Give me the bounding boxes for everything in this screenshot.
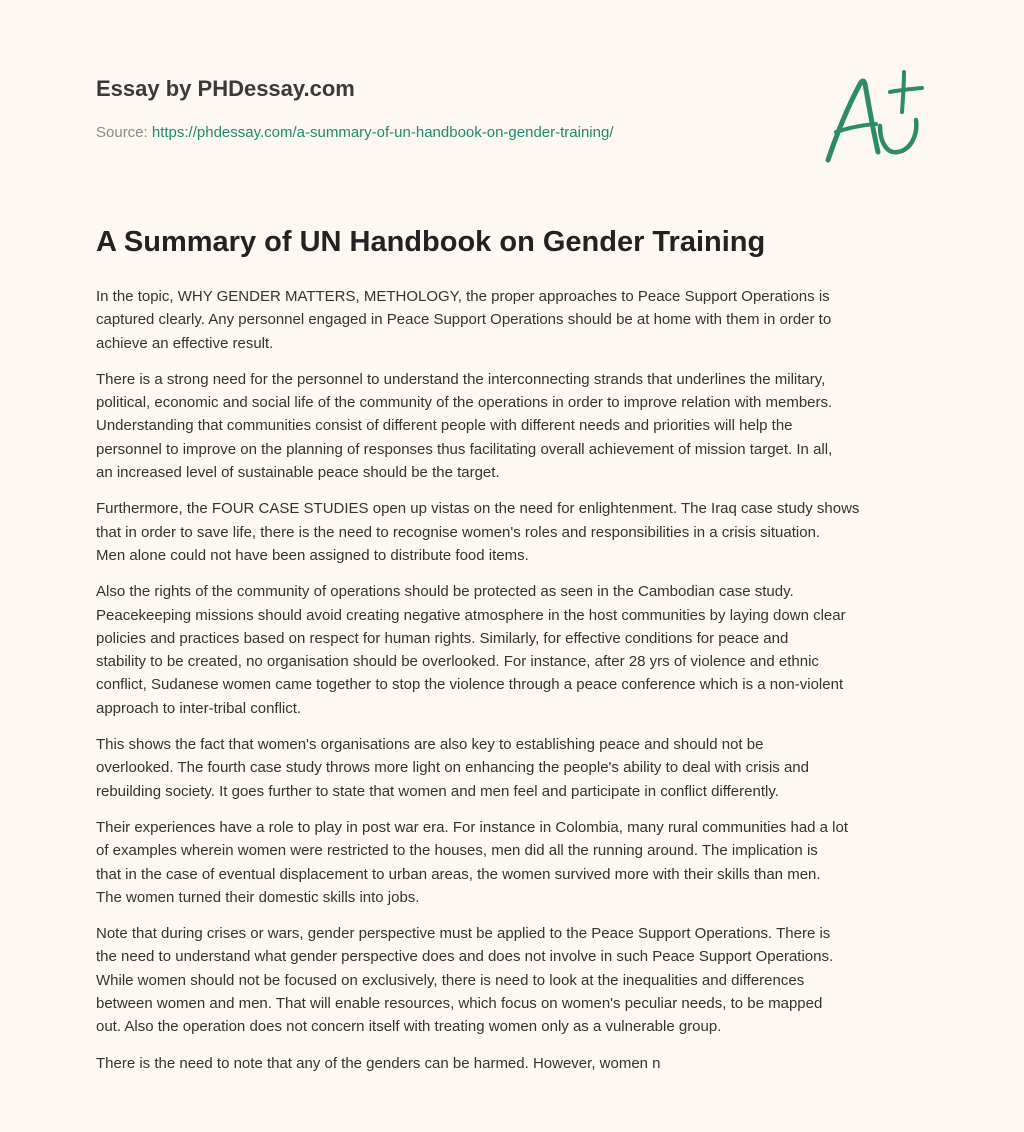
- essay-paragraph: [96, 580, 932, 720]
- essay-paragraph: [96, 1052, 932, 1075]
- essay-paragraph: [96, 285, 932, 355]
- essay-paragraph: [96, 922, 932, 1038]
- paragraph-line: Furthermore, the FOUR CASE STUDIES open up vistas on the need for enlightenment. The Iraq case study shows: [96, 500, 860, 518]
- paragraph-line: captured clearly. Any personnel engaged in Peace Support Operations should be at home with them in order to: [96, 311, 832, 329]
- paragraph-line: approach to inter-tribal conflict.: [96, 699, 302, 717]
- source-line: [96, 124, 614, 141]
- paragraph-line: between women and men. That will enable resources, which focus on women's peculiar needs, to be mapped: [96, 995, 823, 1013]
- essay-body: [96, 285, 932, 1088]
- paragraph-line: In the topic, WHY GENDER MATTERS, METHOLOGY, the proper approaches to Peace Support Operations is: [96, 288, 830, 305]
- paragraph-line: overlooked. The fourth case study throws more light on enhancing the people's ability to deal with crisis and: [96, 759, 809, 777]
- paragraph-line: This shows the fact that women's organisations are also key to establishing peace and should not be: [96, 736, 764, 754]
- paragraph-line: Also the rights of the community of operations should be protected as seen in the Cambodian case study.: [96, 583, 794, 601]
- paragraph-line: The women turned their domestic skills into jobs.: [96, 888, 420, 906]
- essay-paragraph: [96, 497, 932, 567]
- paragraph-line: the need to understand what gender perspective does and does not involve in such Peace Support Operations.: [96, 948, 834, 966]
- source-link[interactable]: https://phdessay.com/a-summary-of-un-handbook-on-gender-training/: [151, 124, 614, 141]
- source-label: Source:: [96, 124, 152, 141]
- a-plus-logo-icon: [822, 68, 928, 168]
- site-title: Essay by PHDessay.com: [96, 76, 355, 101]
- paragraph-line: conflict, Sudanese women came together to stop the violence through a peace conference which is a non-violent: [96, 676, 844, 694]
- paragraph-line: achieve an effective result.: [96, 334, 274, 352]
- paragraph-line: out. Also the operation does not concern itself with treating women only as a vulnerable group.: [96, 1018, 722, 1036]
- paragraph-line: Their experiences have a role to play in post war era. For instance in Colombia, many rural communities had a lot: [96, 818, 849, 836]
- essay-paragraph: [96, 733, 932, 803]
- paragraph-line: Peacekeeping missions should avoid creating negative atmosphere in the host communities by laying down clear: [96, 606, 846, 624]
- essay-paragraph: [96, 368, 932, 484]
- paragraph-line: stability to be created, no organisation should be overlooked. For instance, after 28 yrs of violence and ethnic: [96, 653, 819, 671]
- paragraph-line: Understanding that communities consist of different people with different needs and priorities will help the: [96, 417, 793, 435]
- essay-paragraph: [96, 816, 932, 909]
- paragraph-line: There is a strong need for the personnel to understand the interconnecting strands that underlines the military,: [96, 370, 826, 388]
- paragraph-line: personnel to improve on the planning of responses thus facilitating overall achievement of mission target. In all,: [96, 440, 833, 458]
- paragraph-line: that in order to save life, there is the need to recognise women's roles and responsibilities in a crisis situation.: [96, 523, 821, 541]
- page-header: [96, 0, 928, 180]
- paragraph-line: of examples wherein women were restricted to the houses, men did all the running around. The implication is: [96, 842, 818, 860]
- essay-title: A Summary of UN Handbook on Gender Training: [96, 226, 766, 258]
- paragraph-line: that in the case of eventual displacement to urban areas, the women survived more with their skills than men.: [96, 865, 821, 883]
- paragraph-line: policies and practices based on respect for human rights. Similarly, for effective conditions for peace and: [96, 629, 789, 647]
- paragraph-line: Note that during crises or wars, gender perspective must be applied to the Peace Support Operations. There is: [96, 925, 831, 943]
- paragraph-line: rebuilding society. It goes further to state that women and men feel and participate in conflict differently.: [96, 782, 779, 800]
- paragraph-line: Men alone could not have been assigned to distribute food items.: [96, 546, 529, 564]
- paragraph-line: political, economic and social life of the community of the operations in order to improve relation with members.: [96, 394, 833, 412]
- paragraph-line: While women should not be focused on exclusively, there is need to look at the inequalities and differences: [96, 971, 805, 989]
- paragraph-line: an increased level of sustainable peace should be the target.: [96, 464, 500, 482]
- paragraph-line: There is the need to note that any of the genders can be harmed. However, women n: [96, 1054, 661, 1072]
